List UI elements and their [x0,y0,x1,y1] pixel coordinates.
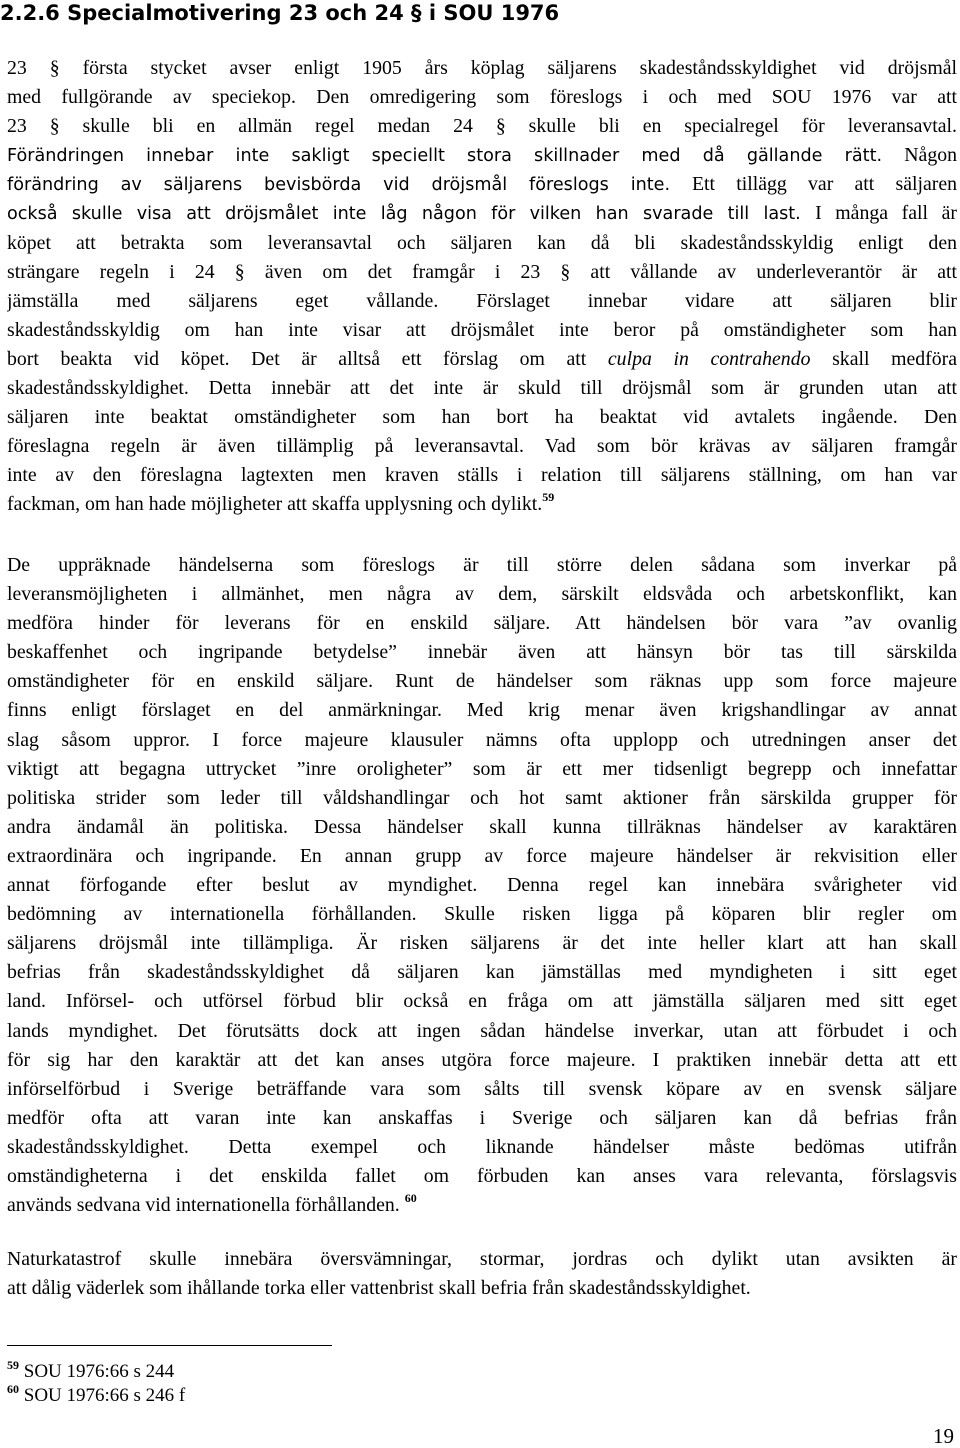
line-text: I många fall är [815,202,957,225]
paragraph-line: att dålig väderlek som ihållande torka eller vattenbrist skall befria från skadeståndsskyldighet. [7,1277,751,1300]
paragraph-line: bedömning av internationella förhållanden. Skulle risken ligga på köparen blir regler om [7,903,957,926]
paragraph-line: De uppräknade händelserna som föreslogs är till större delen sådana som inverkar på [7,554,957,576]
footnote-separator [7,1345,332,1346]
line-text: Förslaget innebar vidare att säljaren blir [476,289,957,312]
italic-term: culpa in contrahendo [607,347,811,370]
line-text: Någon [904,144,957,167]
paragraph-line: 23 § skulle bli en allmän regel medan 24 § skulle bli en specialregel för leveransavtal. [7,115,957,138]
paragraph-line: leveransmöjligheten i allmänhet, men några av dem, särskilt eldsvåda och arbetskonflikt, kan [7,583,957,606]
footnote-60 [7,1384,185,1408]
line-text: jämställa med säljarens eget vållande. [7,289,439,312]
section-heading: 2.2.6 Specialmotivering 23 och 24 § i SOU 1976 [0,1,560,25]
paragraph-line: inte av den föreslagna lagtexten men kraven ställs i relation till säljarens ställning, om han var [7,464,957,487]
paragraph-2 [7,551,957,1220]
paragraph-line: viktigt att begagna uttrycket ”inre oroligheter” som är ett mer tidsenligt begrepp och innefattar [7,757,957,780]
paragraph-line: Naturkatastrof skulle innebära översvämningar, stormar, jordras och dylikt utan avsikten är [7,1248,957,1270]
paragraph-line: köpet att betrakta som leveransavtal och säljaren kan då bli skadeståndsskyldig enligt den [7,231,957,254]
paragraph-line [7,490,957,519]
paragraph-line [7,170,957,199]
paragraph-line: för sig har den karaktär att det kan anses utgöra force majeure. I praktiken innebär detta att ett [7,1048,957,1071]
paragraph-3 [7,1245,957,1303]
paragraph-line: befrias från skadeståndsskyldighet då säljaren kan jämställas med myndigheten i sitt eget [7,961,957,984]
paragraph-line: införselförbud i Sverige beträffande vara som sålts till svensk köpare av en svensk säljare [7,1077,957,1100]
line-text: förändring av säljarens bevisbörda vid dröjsmål föreslogs inte. [7,175,671,196]
footnote-text: SOU 1976:66 s 244 [23,1361,175,1382]
paragraph-line: beskaffenhet och ingripande betydelse” innebär även att hänsyn bör tas till särskilda [7,641,957,664]
paragraph-line [7,287,957,316]
footnote-number: 60 [7,1382,19,1396]
paragraph-line: med fullgörande av speciekop. Den omredigering som föreslogs i och med SOU 1976 var att [7,86,957,109]
paragraph-line: annat förfogande efter beslut av myndighet. Denna regel kan innebära svårigheter vid [7,874,957,897]
paragraph-line: medföra hinder för leverans för en enskild säljare. Att händelsen bör vara ”av ovanlig [7,612,957,635]
paragraph-line [7,199,957,228]
line-text: bort beakta vid köpet. Det är alltså ett förslag om att [7,347,587,370]
footnote-59 [7,1360,174,1384]
line-text: används sedvana vid internationella förhållanden. [7,1194,400,1217]
page-number: 19 [933,1424,954,1448]
paragraph-line [7,345,957,374]
line-text: fackman, om han hade möjligheter att skaffa upplysning och dylikt. [7,493,543,516]
paragraph-line: 23 § första stycket avser enligt 1905 års köplag säljarens skadeståndsskyldighet vid dröjsmål [7,57,957,79]
paragraph-line: medför ofta att varan inte kan anskaffas i Sverige och säljaren kan då befrias från [7,1106,957,1129]
paragraph-line: strängare regeln i 24 § även om det framgår i 23 § att vållande av underleverantör är att [7,260,957,283]
paragraph-line: land. Införsel- och utförsel förbud blir också en fråga om att jämställa säljaren med sitt eget [7,990,957,1013]
paragraph-line: lands myndighet. Det förutsätts dock att ingen sådan händelse inverkar, utan att förbudet i och [7,1019,957,1042]
line-text: skall medföra [832,347,957,370]
paragraph-line: föreslagna regeln är även tillämplig på leveransavtal. Vad som bör krävas av säljaren framgår [7,435,957,458]
paragraph-line [7,141,957,170]
paragraph-line: säljarens dröjsmål inte tillämpliga. Är risken säljarens är det inte heller klart att han skall [7,932,957,955]
paragraph-line: extraordinära och ingripande. En annan grupp av force majeure händelser är rekvisition eller [7,844,957,867]
paragraph-line: skadeståndsskyldighet. Detta exempel och liknande händelser måste bedömas utifrån [7,1135,957,1158]
paragraph-line: politiska strider som leder till våldshandlingar och hot samt aktioner från särskilda grupper för [7,786,957,809]
paragraph-1 [7,54,957,520]
line-text: Ett tillägg var att säljaren [691,173,957,196]
line-text: också skulle visa att dröjsmålet inte låg någon för vilken han svarade till last. [7,204,801,225]
paragraph-line: skadeståndsskyldig om han inte visar att dröjsmålet inte beror på omständigheter som han [7,318,957,341]
footnote-ref-60[interactable]: 60 [404,1191,417,1206]
paragraph-line: säljaren inte beaktat omständigheter som han bort ha beaktat vid avtalets ingående. Den [7,406,957,429]
footnote-number: 59 [7,1358,19,1372]
paragraph-line [7,1191,957,1220]
paragraph-line: finns enligt förslaget en del anmärkningar. Med krig menar även krigshandlingar av annat [7,699,957,722]
line-text: Förändringen innebar inte sakligt speciellt stora skillnader med då gällande rätt. [7,146,883,167]
paragraph-line: omständigheterna i det enskilda fallet om förbuden kan anses vara relevanta, förslagsvis [7,1164,957,1187]
footnote-ref-59[interactable]: 59 [542,490,555,505]
paragraph-line: skadeståndsskyldighet. Detta innebär att det inte är skuld till dröjsmål som är grunden utan att [7,377,957,400]
paragraph-line: andra ändamål än politiska. Dessa händelser skall kunna tillräknas händelser av karaktären [7,815,957,838]
footnote-text: SOU 1976:66 s 246 f [23,1385,186,1406]
paragraph-line: omständigheter för en enskild säljare. Runt de händelser som räknas upp som force majeure [7,670,957,693]
paragraph-line: slag såsom uppror. I force majeure klausuler nämns ofta upplopp och utredningen anser det [7,728,957,751]
